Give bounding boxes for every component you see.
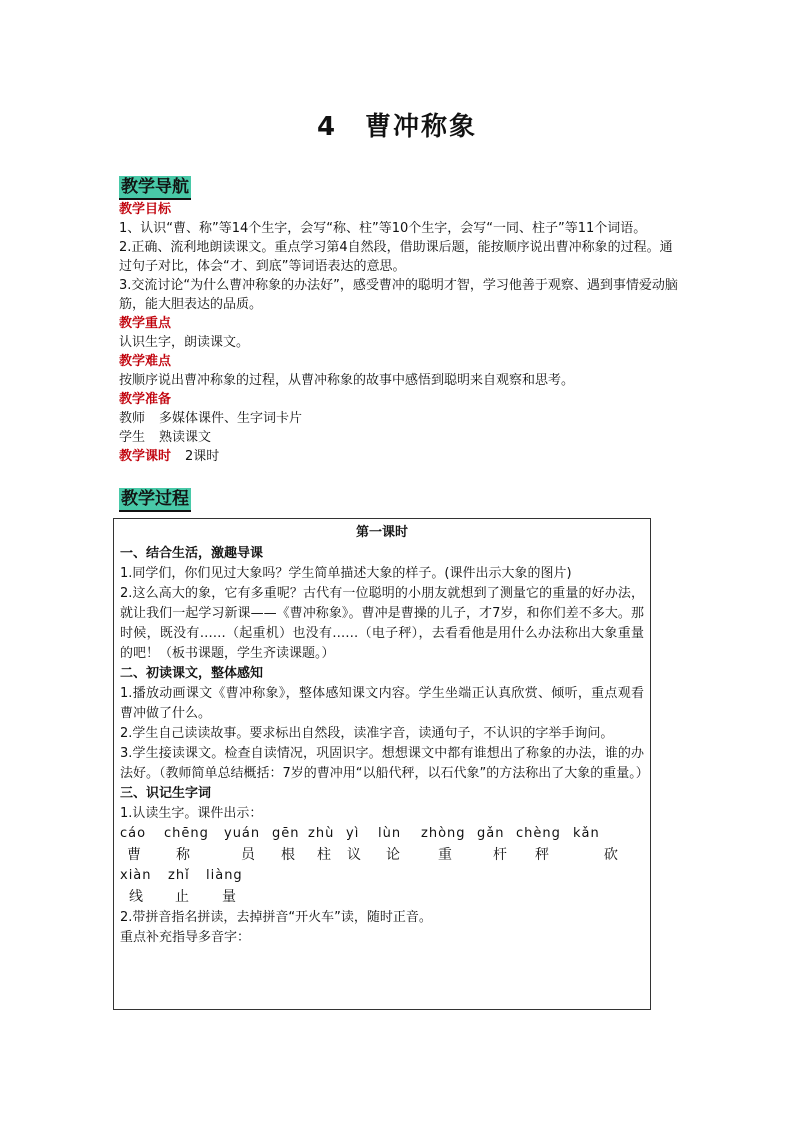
hanzi: 曹	[127, 847, 141, 863]
prep-teacher	[119, 409, 679, 428]
paragraph: 1.播放动画课文《曹冲称象》，整体感知课文内容。学生坐端正认真欣赏、倾听，重点观看曹冲做了什么。	[120, 686, 644, 721]
lesson-title: 曹冲称象	[365, 112, 478, 142]
hours-row	[119, 447, 679, 466]
pinyin: zhù	[308, 826, 335, 841]
prep-teacher-text: 多媒体课件、生字词卡片	[159, 411, 303, 426]
objective-item: 1、认识“曹、称”等14个生字，会写“称、柱”等10个生字，会写“一同、柱子”等11个词语。	[119, 221, 647, 236]
hours-text: 2课时	[185, 449, 220, 464]
pinyin: gǎn	[477, 826, 505, 841]
key-text: 认识生字，朗读课文。	[119, 335, 250, 350]
pinyin: gēn	[272, 826, 300, 841]
hanzi: 根	[281, 847, 295, 863]
objective-item: 2.正确、流利地朗读课文。重点学习第4自然段，借助课后题，能按顺序说出曹冲称象的过程。通过句子对比，体会“才、到底”等词语表达的意思。	[119, 240, 673, 274]
prep-label: 教学准备	[119, 392, 172, 407]
hanzi: 砍	[604, 847, 618, 863]
hanzi: 重	[438, 847, 452, 863]
hanzi: 称	[176, 847, 190, 863]
hanzi: 秤	[535, 847, 549, 863]
teaching-guide	[119, 176, 679, 466]
section-title: 一、结合生活，激趣导课	[120, 546, 264, 561]
pinyin: chèng	[516, 826, 561, 841]
guide-tag: 教学导航	[119, 176, 191, 200]
paragraph: 2.带拼音指名拼读，去掉拼音“开火车”读，随时正音。	[120, 910, 432, 925]
hanzi: 柱	[317, 847, 331, 863]
objectives-label: 教学目标	[119, 202, 172, 217]
hanzi: 止	[175, 889, 189, 905]
objective-item: 3.交流讨论“为什么曹冲称象的办法好”，感受曹冲的聪明才智，学习他善于观察、遇到事情爱动脑筋，能大胆表达的品质。	[119, 278, 678, 312]
hanzi: 论	[386, 847, 400, 863]
section-title: 三、识记生字词	[120, 786, 212, 801]
pinyin: yuán	[224, 826, 261, 841]
lesson-box	[113, 518, 651, 1010]
pinyin: lùn	[378, 826, 402, 841]
process-tag-wrap	[119, 488, 679, 512]
process-tag: 教学过程	[119, 488, 191, 512]
paragraph: 2.这么高大的象，它有多重呢？古代有一位聪明的小朋友就想到了测量它的重量的好办法，就让我们一起学习新课——《曹冲称象》。曹冲是曹操的儿子，才7岁，和你们差不多大。那时候，既没有……（起重机）也没有……（电子秤），去看看他是用什么办法称出大象重量的吧！（板书课题，学生齐读课题。）	[120, 586, 644, 661]
paragraph: 2.学生自己读读故事。要求标出自然段，读准字音，读通句子，不认识的字举手询问。	[120, 726, 614, 741]
paragraph: 重点补充指导多音字：	[120, 930, 251, 945]
pinyin: kǎn	[573, 826, 600, 841]
pinyin: yì	[346, 826, 360, 841]
pinyin: zhòng	[421, 826, 466, 841]
lesson-number: 4	[316, 112, 338, 142]
hanzi-row	[120, 845, 644, 866]
key-label: 教学重点	[119, 316, 172, 331]
hanzi: 线	[129, 889, 143, 905]
prep-student	[119, 428, 679, 447]
paragraph: 1.同学们，你们见过大象吗？学生简单描述大象的样子。(课件出示大象的图片)	[120, 566, 572, 581]
page-title	[0, 106, 794, 143]
paragraph: 3.学生接读课文。检查自读情况，巩固识字。想想课文中都有谁想出了称象的办法，谁的办法好。（教师简单总结概括：7岁的曹冲用“以船代秤，以石代象”的方法称出了大象的重量。）	[120, 746, 649, 781]
hanzi: 议	[347, 847, 361, 863]
hanzi: 量	[222, 889, 236, 905]
section-title: 二、初读课文，整体感知	[120, 666, 264, 681]
pinyin: xiàn	[120, 868, 152, 883]
pinyin: liàng	[206, 868, 243, 883]
pinyin: zhǐ	[168, 868, 190, 883]
pinyin-row	[120, 824, 644, 845]
hours-label: 教学课时	[119, 449, 172, 464]
pinyin-row	[120, 866, 644, 887]
pinyin: chēng	[164, 826, 209, 841]
hanzi: 员	[241, 847, 255, 863]
paragraph: 1.认读生字。课件出示：	[120, 806, 263, 821]
hanzi: 杆	[493, 847, 507, 863]
difficulty-label: 教学难点	[119, 354, 172, 369]
prep-student-role: 学生	[119, 430, 146, 445]
prep-teacher-role: 教师	[119, 411, 146, 426]
prep-student-text: 熟读课文	[159, 430, 212, 445]
pinyin: cáo	[120, 826, 147, 841]
difficulty-text: 按顺序说出曹冲称象的过程，从曹冲称象的故事中感悟到聪明来自观察和思考。	[119, 373, 575, 388]
lesson-heading: 第一课时	[355, 525, 408, 540]
hanzi-row	[120, 887, 644, 908]
